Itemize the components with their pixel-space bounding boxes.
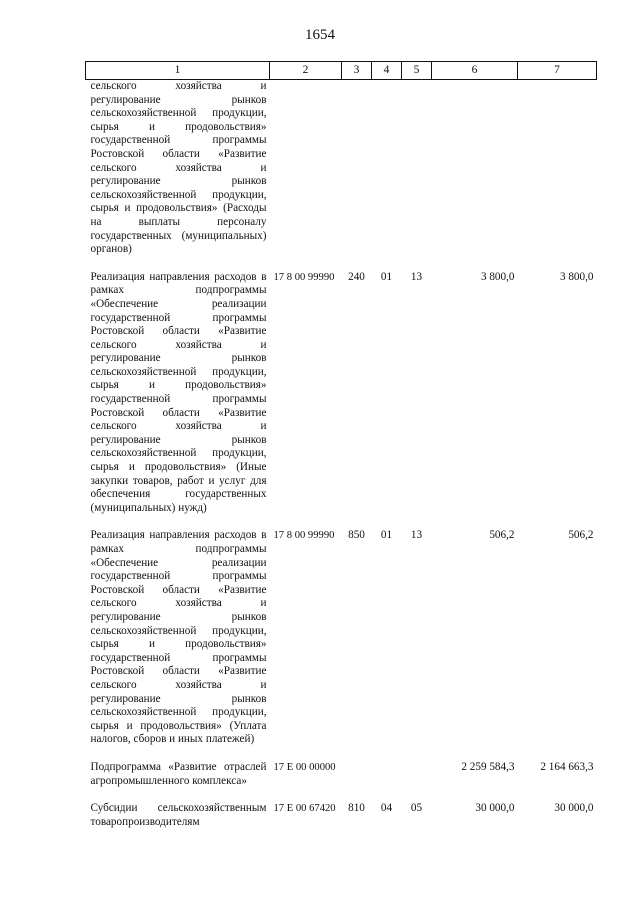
expense-type-code: 850	[348, 529, 365, 542]
column-header: 3	[342, 62, 372, 80]
amount-first-year: 506,2	[489, 529, 515, 542]
amount-second-year: 506,2	[568, 529, 594, 542]
expense-type-code: 240	[348, 270, 365, 283]
amount-first-year	[432, 80, 518, 257]
section-code	[372, 747, 402, 788]
section-code: 01	[380, 270, 393, 283]
target-article-code: 17 Е 00 67420	[273, 803, 336, 815]
column-header: 4	[372, 62, 402, 80]
section-code: 04	[380, 802, 393, 815]
amount-first-year: 3 800,0	[480, 270, 515, 283]
section-code	[372, 80, 402, 257]
table-row	[86, 515, 597, 747]
target-article-code: 17 8 00 99990	[273, 271, 335, 283]
table-row	[86, 80, 597, 257]
expense-type-code	[342, 747, 372, 788]
target-article-code: 17 8 00 99990	[273, 530, 335, 542]
column-header: 2	[270, 62, 342, 80]
target-article-code: 17 Е 00 00000	[273, 761, 336, 773]
expense-type-code	[342, 80, 372, 257]
column-header: 1	[86, 62, 270, 80]
target-article-code	[270, 80, 342, 257]
amount-first-year: 30 000,0	[475, 802, 515, 815]
table-row	[86, 788, 597, 829]
amount-first-year: 2 259 584,3	[461, 760, 515, 773]
subsection-code	[402, 747, 432, 788]
page-number: 1654	[305, 27, 335, 43]
subsection-code: 05	[410, 802, 423, 815]
column-header: 6	[432, 62, 518, 80]
column-header: 7	[518, 62, 597, 80]
table-row	[86, 257, 597, 516]
section-code: 01	[380, 529, 393, 542]
expense-name: Субсидии сельскохозяйственным товаропроизводителям	[90, 802, 267, 828]
expense-name: Реализация направления расходов в рамках подпрограммы «Обеспечение реализации государственной программы Ростовской области «Развитие сельского хозяйства и регулирование рынков сельскохозяйственной продукции, сырья и продовольствия» государственной программы Ростовской области «Развитие сельского хозяйства и регулирование рынков сельскохозяйственной продукции, сырья и продовольствия» (Иные закупки товаров, работ и услуг для обеспечения государственных (муниципальных) нужд)	[90, 270, 267, 514]
budget-table	[85, 61, 597, 829]
column-header: 5	[402, 62, 432, 80]
expense-name: сельского хозяйства и регулирование рынков сельскохозяйственной продукции, сырья и продовольствия» государственной программы Ростовской области «Развитие сельского хозяйства и регулирование рынков сельскохозяйственной продукции, сырья и продовольствия» (Расходы на выплаты персоналу государственных (муниципальных) органов)	[90, 80, 267, 256]
expense-name: Реализация направления расходов в рамках подпрограммы «Обеспечение реализации государственной программы Ростовской области «Развитие сельского хозяйства и регулирование рынков сельскохозяйственной продукции, сырья и продовольствия» государственной программы Ростовской области «Развитие сельского хозяйства и регулирование рынков сельскохозяйственной продукции, сырья и продовольствия» (Уплата налогов, сборов и иных платежей)	[90, 529, 267, 746]
amount-second-year	[518, 80, 597, 257]
amount-second-year: 2 164 663,3	[540, 760, 594, 773]
expense-type-code: 810	[348, 802, 365, 815]
subsection-code: 13	[410, 529, 423, 542]
subsection-code	[402, 80, 432, 257]
subsection-code: 13	[410, 270, 423, 283]
amount-second-year: 3 800,0	[559, 270, 594, 283]
amount-second-year: 30 000,0	[554, 802, 594, 815]
expense-name: Подпрограмма «Развитие отраслей агропромышленного комплекса»	[90, 760, 267, 787]
column-number-row	[86, 62, 597, 80]
table-row	[86, 747, 597, 788]
